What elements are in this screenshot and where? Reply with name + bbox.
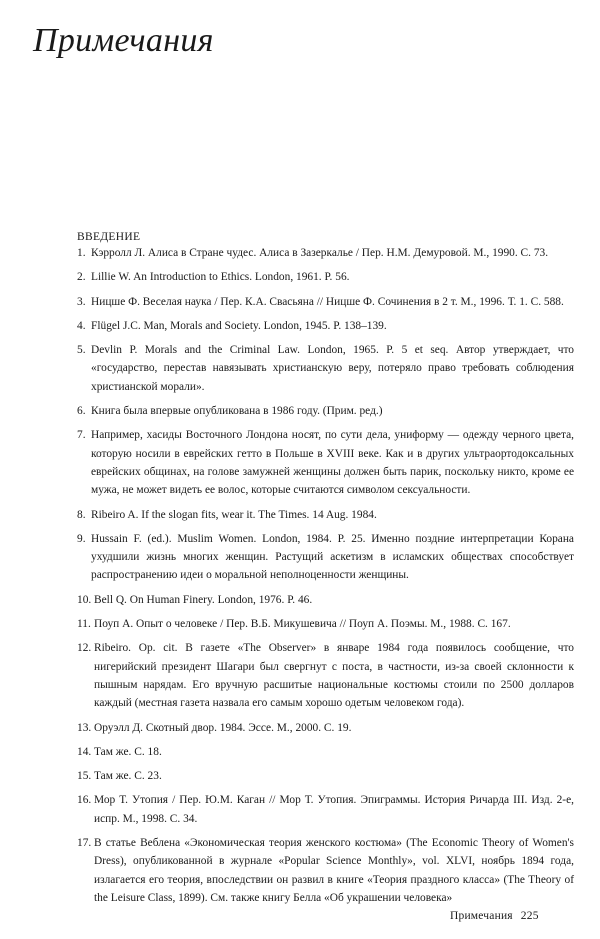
note-item bbox=[77, 506, 574, 524]
note-number: 16. bbox=[77, 794, 92, 807]
note-text: Ribeiro A. If the slogan fits, wear it. The Times. 14 Aug. 1984. bbox=[91, 508, 377, 521]
footer-label: Примечания bbox=[450, 910, 513, 922]
note-number: 6. bbox=[77, 405, 86, 418]
page-title: Примечания bbox=[33, 22, 214, 59]
note-text: Оруэлл Д. Скотный двор. 1984. Эссе. М., 2000. С. 19. bbox=[94, 721, 352, 734]
note-item bbox=[77, 767, 574, 785]
note-text: Там же. С. 23. bbox=[94, 770, 162, 783]
note-item bbox=[77, 293, 574, 311]
note-number: 10. bbox=[77, 593, 92, 606]
note-item bbox=[77, 591, 574, 609]
note-text: Lillie W. An Introduction to Ethics. London, 1961. P. 56. bbox=[91, 271, 350, 284]
note-item bbox=[77, 615, 574, 633]
note-text: Devlin P. Morals and the Criminal Law. London, 1965. P. 5 et seq. Автор утверждает, что «государство, перестав навязывать христианскую веру, потеряло право требовать соблюдения христианской морали». bbox=[91, 344, 574, 393]
note-number: 14. bbox=[77, 745, 92, 758]
note-text: Hussain F. (ed.). Muslim Women. London, 1984. P. 25. Именно поздние интерпретации Корана ухудшили жизнь многих женщин. Растущий аскетизм в исламских обществах способствует распространению идеи о моральной неполноценности женщины. bbox=[91, 532, 574, 582]
note-item bbox=[77, 743, 574, 761]
note-text: Кэрролл Л. Алиса в Стране чудес. Алиса в Зазеркалье / Пер. Н.М. Демуровой. М., 1990. С. 73. bbox=[91, 247, 549, 259]
note-number: 5. bbox=[77, 344, 86, 357]
note-item bbox=[77, 341, 574, 396]
note-text: Ницше Ф. Веселая наука / Пер. К.А. Свасьяна // Ницше Ф. Сочинения в 2 т. М., 1996. Т. 1. С. 588. bbox=[91, 295, 564, 308]
note-number: 11. bbox=[77, 618, 91, 631]
note-item bbox=[77, 639, 574, 712]
note-number: 12. bbox=[77, 642, 92, 655]
notes-list bbox=[77, 244, 574, 913]
note-item bbox=[77, 244, 574, 262]
note-number: 13. bbox=[77, 721, 92, 734]
note-item bbox=[77, 530, 574, 585]
note-number: 3. bbox=[77, 295, 86, 308]
page-number: 225 bbox=[520, 910, 539, 922]
note-item bbox=[77, 402, 574, 420]
running-footer bbox=[450, 910, 539, 922]
note-number: 8. bbox=[77, 508, 86, 521]
note-number: 1. bbox=[77, 247, 86, 259]
note-item bbox=[77, 317, 574, 335]
note-text: Bell Q. On Human Finery. London, 1976. P. 46. bbox=[94, 593, 313, 606]
note-item bbox=[77, 834, 574, 907]
note-number: 17. bbox=[77, 837, 92, 850]
note-item bbox=[77, 426, 574, 499]
note-text: Книга была впервые опубликована в 1986 году. (Прим. ред.) bbox=[91, 405, 383, 418]
note-number: 15. bbox=[77, 770, 92, 783]
note-item bbox=[77, 268, 574, 286]
note-item bbox=[77, 791, 574, 828]
note-text: Ribeiro. Op. cit. В газете «The Observer» в январе 1984 года появилось сообщение, что нигерийский президент Шагари был свергнут с поста, в частности, из-за своей склонности к пышным нарядам. Его вручную расшитые национальные костюмы стоили по 2500 долларов каждый (местная газета назвала его самым хорошо одетым человеком года). bbox=[94, 642, 574, 710]
note-text: Flügel J.C. Man, Morals and Society. London, 1945. P. 138–139. bbox=[91, 319, 387, 332]
note-item bbox=[77, 719, 574, 737]
note-text: Там же. С. 18. bbox=[94, 745, 162, 758]
note-text: Например, хасиды Восточного Лондона носят, по сути дела, униформу — одежду черного цвета, которую носили в еврейских гетто в Польше в XVIII веке. Как и в других ультраортодоксальных еврейских общинах, на голове замужней женщины должен быть парик, поскольку никто, кроме ее мужа, не может видеть ее волос, которые считаются символом сексуальности. bbox=[91, 429, 574, 497]
note-text: Мор Т. Утопия / Пер. Ю.М. Каган // Мор Т. Утопия. Эпиграммы. История Ричарда III. Изд. 2-е, испр. М., 1998. С. 34. bbox=[94, 794, 574, 825]
note-text: Поуп А. Опыт о человеке / Пер. В.Б. Микушевича // Поуп А. Поэмы. М., 1988. С. 167. bbox=[94, 618, 511, 631]
note-number: 7. bbox=[77, 429, 86, 442]
note-number: 9. bbox=[77, 532, 86, 545]
section-heading: ВВЕДЕНИЕ bbox=[77, 231, 141, 243]
note-text: В статье Веблена «Экономическая теория женского костюма» (The Economic Theory of Women's Dress), опубликованной в журнале «Popular Science Monthly», vol. XLVI, ноябрь 1894 года, излагается его теория, впоследствии он развил в книге «Теория праздного класса» (The Theory of the Leisure Class, 1899). См. также книгу Белла «Об украшении человека» bbox=[94, 837, 574, 904]
note-number: 2. bbox=[77, 271, 86, 284]
note-number: 4. bbox=[77, 319, 86, 332]
